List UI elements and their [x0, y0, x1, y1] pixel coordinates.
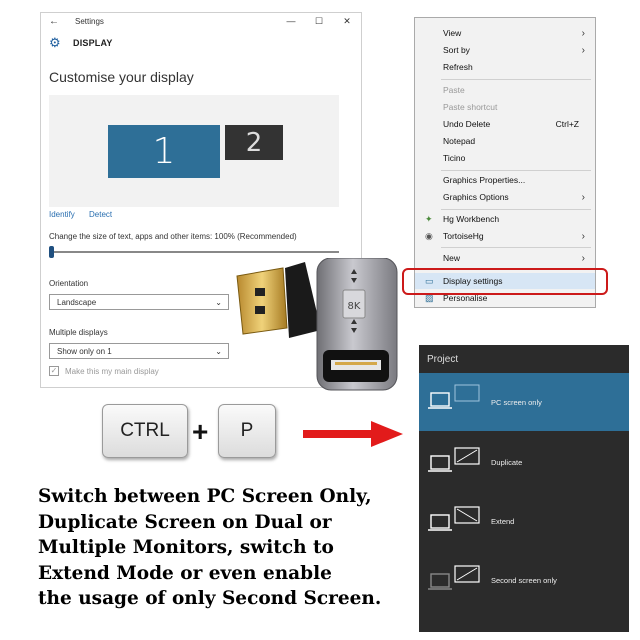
multiple-displays-label: Multiple displays: [49, 328, 108, 337]
menu-item-new[interactable]: [415, 250, 595, 266]
identify-link[interactable]: Identify: [49, 210, 75, 219]
menu-item-graphics-properties[interactable]: [415, 172, 595, 188]
orientation-select[interactable]: [49, 294, 229, 310]
monitor-arrangement: [49, 95, 339, 207]
project-title: Project: [427, 353, 459, 365]
main-display-label: Make this my main display: [65, 366, 159, 376]
menu-item-paste-shortcut[interactable]: [415, 99, 595, 115]
tortoisehg-icon: ◉: [425, 230, 433, 241]
back-arrow-icon[interactable]: ←: [49, 15, 59, 27]
main-display-checkbox[interactable]: ✓: [50, 366, 58, 375]
menu-separator: [441, 209, 591, 210]
menu-item-label: New: [443, 253, 461, 263]
caption-line: the usage of only Second Screen.: [38, 588, 382, 609]
menu-item-label: Undo Delete: [443, 119, 491, 129]
p-key: P: [218, 404, 276, 458]
second-screen-only-icon: [427, 564, 487, 604]
orientation-label: Orientation: [49, 279, 89, 288]
caption-line: Duplicate Screen on Dual or: [38, 511, 332, 533]
menu-item-label: Paste shortcut: [443, 102, 498, 112]
menu-item-notepad[interactable]: [415, 133, 595, 149]
menu-item-hg-workbench[interactable]: [415, 211, 595, 227]
project-option-duplicate[interactable]: [419, 432, 629, 490]
scale-slider-thumb[interactable]: [49, 246, 54, 258]
monitor-1-tile[interactable]: 1: [108, 125, 220, 178]
menu-item-paste[interactable]: [415, 82, 595, 98]
menu-item-refresh[interactable]: [415, 59, 595, 75]
monitor-2-tile[interactable]: 2: [225, 125, 283, 160]
orientation-value: Landscape: [57, 297, 97, 307]
menu-separator: [441, 170, 591, 171]
chevron-right-icon: ›: [581, 27, 585, 39]
window-title: Settings: [75, 16, 104, 26]
project-option-extend[interactable]: [419, 491, 629, 549]
menu-item-label: Paste: [443, 85, 465, 95]
displayport-adapter-image: [235, 258, 415, 398]
menu-item-label: Graphics Properties...: [443, 175, 526, 185]
chevron-right-icon: ›: [581, 44, 585, 56]
page-name: DISPLAY: [73, 38, 113, 48]
menu-item-undo-delete[interactable]: [415, 116, 595, 132]
personalise-icon: ▨: [425, 292, 434, 303]
pc-screen-only-icon: [427, 383, 487, 423]
chevron-right-icon: ›: [581, 230, 585, 242]
menu-item-label: Refresh: [443, 62, 473, 72]
multiple-displays-value: Show only on 1: [57, 346, 112, 356]
chevron-down-icon: ⌄: [215, 346, 222, 356]
menu-separator: [441, 79, 591, 80]
monitor-links: [49, 210, 124, 219]
adapter-badge: 8K: [347, 301, 361, 312]
menu-item-label: Personalise: [443, 293, 488, 303]
caption-text: [38, 484, 408, 612]
plus-sign: +: [192, 416, 209, 447]
menu-separator: [441, 247, 591, 248]
extend-icon: [427, 505, 487, 545]
multiple-displays-select[interactable]: [49, 343, 229, 359]
menu-item-label: Display settings: [443, 276, 503, 286]
menu-item-label: View: [443, 28, 462, 38]
menu-item-tortoisehg[interactable]: [415, 228, 595, 244]
hg-workbench-icon: ✦: [425, 213, 433, 224]
menu-item-label: Ticino: [443, 153, 466, 163]
chevron-down-icon: ⌄: [215, 297, 222, 307]
menu-item-sort-by[interactable]: [415, 42, 595, 58]
gear-icon: ⚙: [49, 35, 61, 50]
menu-item-label: Hg Workbench: [443, 214, 500, 224]
menu-item-label: Graphics Options: [443, 192, 509, 202]
minimize-icon[interactable]: —: [286, 16, 296, 26]
menu-item-ticino[interactable]: [415, 150, 595, 166]
caption-line: Multiple Monitors, switch to: [38, 537, 334, 558]
chevron-right-icon: ›: [581, 191, 585, 203]
project-option-label: Extend: [491, 517, 515, 526]
chevron-right-icon: ›: [581, 252, 585, 264]
page-header: [41, 29, 361, 57]
menu-item-label: Sort by: [443, 45, 470, 55]
display-icon: ▭: [425, 275, 434, 286]
menu-item-label: TortoiseHg: [443, 231, 484, 241]
caption-line: Extend Mode or even enable: [38, 562, 332, 584]
menu-item-graphics-options[interactable]: [415, 189, 595, 205]
project-option-label: Second screen only: [491, 576, 557, 585]
scale-label: Change the size of text, apps and other items: 100% (Recommended): [49, 232, 297, 241]
red-arrow-icon: [303, 421, 403, 447]
close-icon[interactable]: ✕: [343, 15, 351, 26]
desktop-context-menu: [414, 17, 596, 308]
project-option-second-screen-only[interactable]: [419, 550, 629, 608]
maximize-icon[interactable]: ☐: [314, 15, 324, 26]
menu-item-label: Notepad: [443, 136, 476, 146]
project-option-label: Duplicate: [491, 458, 523, 467]
page-title: Customise your display: [49, 69, 194, 85]
project-option-pc-screen-only[interactable]: [419, 373, 629, 431]
project-panel: [419, 345, 629, 632]
detect-link[interactable]: Detect: [89, 210, 113, 219]
project-option-label: PC screen only: [491, 398, 542, 407]
duplicate-icon: [427, 446, 487, 486]
ctrl-key: CTRL: [102, 404, 188, 458]
caption-line: Switch between PC Screen Only,: [38, 486, 372, 507]
display-settings-highlight: [402, 268, 608, 295]
menu-item-view[interactable]: [415, 25, 595, 41]
scale-slider-track[interactable]: [49, 251, 339, 253]
title-bar: [41, 13, 361, 29]
main-display-row[interactable]: [49, 366, 159, 376]
menu-item-shortcut: Ctrl+Z: [555, 119, 579, 129]
